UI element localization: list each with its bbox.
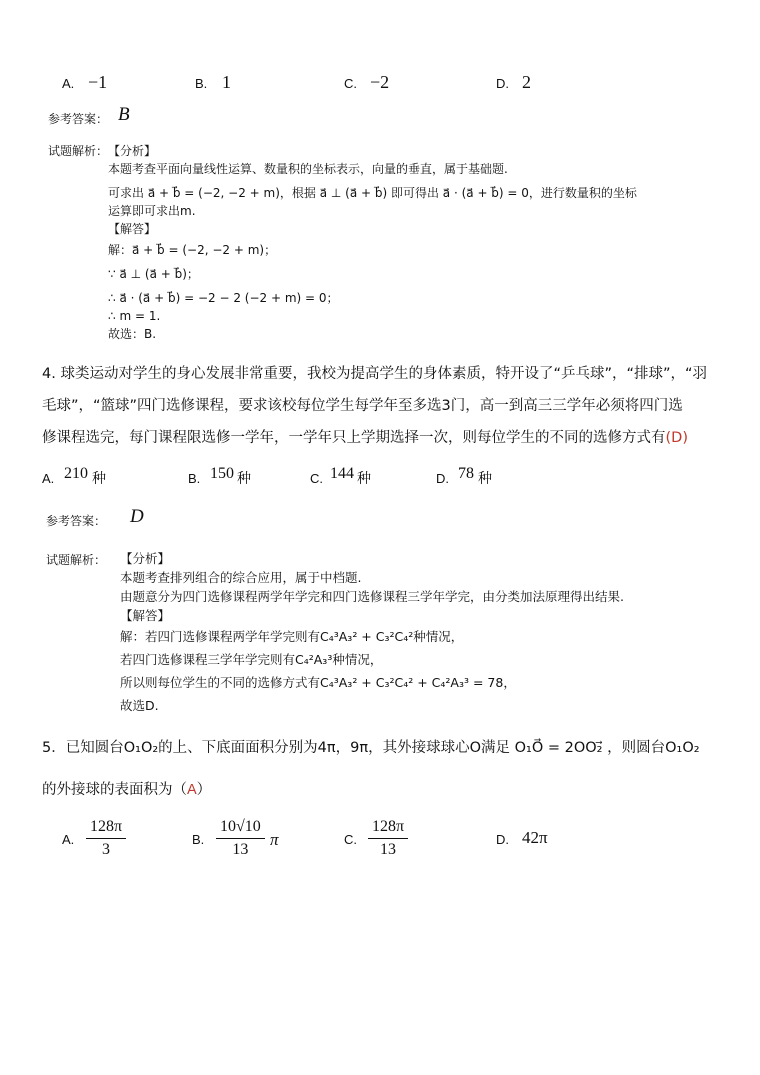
- q4-analysis-line: 所以则每位学生的不同的选修方式有C₄³A₃² + C₃²C₄² + C₄²A₃³ = 78，: [120, 675, 516, 690]
- q3-option-d-label: D.: [496, 76, 509, 91]
- q5-question-line2: [42, 778, 211, 799]
- q4-question-line-text: 修课程选完，每门课程限选修一学年，一学年只上学期选择一次，则每位学生的不同的选修方式有: [42, 430, 666, 446]
- q3-option-a-value: −1: [88, 72, 108, 92]
- q4-option-a-unit: 种: [92, 471, 106, 487]
- q4-answer: D: [130, 506, 144, 527]
- q3-option-c-value: −2: [370, 72, 390, 92]
- q4-option-b-unit: 种: [237, 471, 251, 487]
- q4-analysis-line: 【分析】: [120, 551, 171, 566]
- q5-option-c-fraction: [368, 818, 408, 859]
- q4-analysis: [120, 549, 624, 715]
- q4-option-d-label: D.: [436, 471, 449, 486]
- q3-analysis-label: 试题解析：: [48, 144, 109, 158]
- q5-option-b-denominator: 13: [232, 841, 249, 858]
- q4-option-a-value: 210: [64, 465, 88, 482]
- q4-option-a-label: A.: [42, 471, 55, 486]
- q5-question-line2-post: ）: [196, 782, 212, 798]
- q4-option-d-value: 78: [458, 465, 474, 482]
- q4-question: [42, 358, 707, 454]
- q3-analysis: [108, 142, 637, 343]
- q3-option-d-value: 2: [522, 72, 531, 92]
- q4-analysis-line: 本题考查排列组合的综合应用，属于中档题.: [120, 570, 362, 585]
- q5-option-b-suffix: π: [270, 830, 279, 849]
- q4-analysis-line: 由题意分为四门选修课程两学年学完和四门选修课程三学年学完，由分类加法原理得出结果.: [120, 589, 624, 604]
- q5-option-c-label: C.: [344, 832, 357, 847]
- q4-option-c-unit: 种: [357, 471, 371, 487]
- q5-option-b-label: B.: [192, 832, 205, 847]
- q3-analysis-line: 运算即可求出m.: [108, 204, 196, 218]
- q5-option-b-fraction: [216, 818, 265, 859]
- q3-analysis-line: ∴ a⃗ · (a⃗ + b⃗) = −2 − 2 (−2 + m) = 0；: [108, 291, 339, 305]
- q4-analysis-line: 【解答】: [120, 608, 171, 623]
- q5-option-d-value: 42π: [522, 828, 548, 847]
- q4-option-d-unit: 种: [478, 471, 492, 487]
- q4-analysis-line: 若四门选修课程三学年学完则有C₄²A₃³种情况，: [120, 652, 383, 667]
- q5-question-line2-pre: 的外接球的表面积为（: [42, 782, 187, 798]
- q5-option-a-denominator: 3: [102, 841, 111, 858]
- q3-analysis-line: 解：a⃗ + b⃗ = (−2, −2 + m)；: [108, 243, 277, 257]
- q3-answer-label: 参考答案：: [48, 112, 109, 126]
- q3-analysis-line: ∴ m = 1.: [108, 309, 161, 323]
- q3-analysis-line: 本题考查平面向量线性运算、数量积的坐标表示，向量的垂直，属于基础题.: [108, 162, 508, 176]
- q4-option-c-label: C.: [310, 471, 323, 486]
- q3-analysis-line: 可求出 a⃗ + b⃗ = (−2, −2 + m)，根据 a⃗ ⊥ (a⃗ + b⃗) 即可得出 a⃗ · (a⃗ + b⃗) = 0，进行数量积的坐标: [108, 186, 637, 200]
- q3-analysis-line: 故选：B.: [108, 327, 157, 341]
- q5-option-a-numerator: 128π: [86, 818, 126, 839]
- q5-option-a-fraction: [86, 818, 126, 859]
- q3-analysis-line: 【解答】: [108, 222, 157, 236]
- q5-marked-answer: A: [187, 782, 197, 798]
- q4-question-line: [42, 422, 707, 454]
- q4-analysis-label: 试题解析：: [46, 553, 107, 567]
- q4-option-b-label: B.: [188, 471, 201, 486]
- q3-answer: B: [118, 104, 130, 125]
- q3-option-b-value: 1: [222, 72, 231, 92]
- q3-option-c-label: C.: [344, 76, 357, 91]
- q5-question-line1: 5．已知圆台O₁O₂的上、下底面面积分别为4π，9π，其外接球球心O满足 O₁O⃗ = 2OO₂⃗ ，则圆台O₁O₂: [42, 740, 700, 756]
- q5-option-b-numerator: 10√10: [216, 818, 265, 839]
- q5-option-c-numerator: 128π: [368, 818, 408, 839]
- q4-question-line: 毛球”，“篮球”四门选修课程，要求该校每位学生每学年至多选3门，高一到高三三学年必须将四门选: [42, 398, 683, 414]
- q5-option-c-denominator: 13: [380, 841, 397, 858]
- q5-option-a-label: A.: [62, 832, 75, 847]
- q4-option-c-value: 144: [330, 465, 354, 482]
- q4-option-b-value: 150: [210, 465, 234, 482]
- q3-analysis-line: ∵ a⃗ ⊥ (a⃗ + b⃗)；: [108, 267, 199, 281]
- q4-question-line: 4. 球类运动对学生的身心发展非常重要，我校为提高学生的身体素质，特开设了“乒乓球”，“排球”，“羽: [42, 366, 707, 382]
- q4-marked-answer: (D): [665, 430, 688, 446]
- q4-analysis-line: 解：若四门选修课程两学年学完则有C₄³A₃² + C₃²C₄²种情况，: [120, 629, 464, 644]
- q4-answer-label: 参考答案：: [46, 514, 107, 528]
- q5-option-d-label: D.: [496, 832, 509, 847]
- q4-analysis-line: 故选D.: [120, 698, 159, 713]
- q3-option-a-label: A.: [62, 76, 75, 91]
- q3-option-b-label: B.: [195, 76, 208, 91]
- q3-analysis-line: 【分析】: [108, 144, 157, 158]
